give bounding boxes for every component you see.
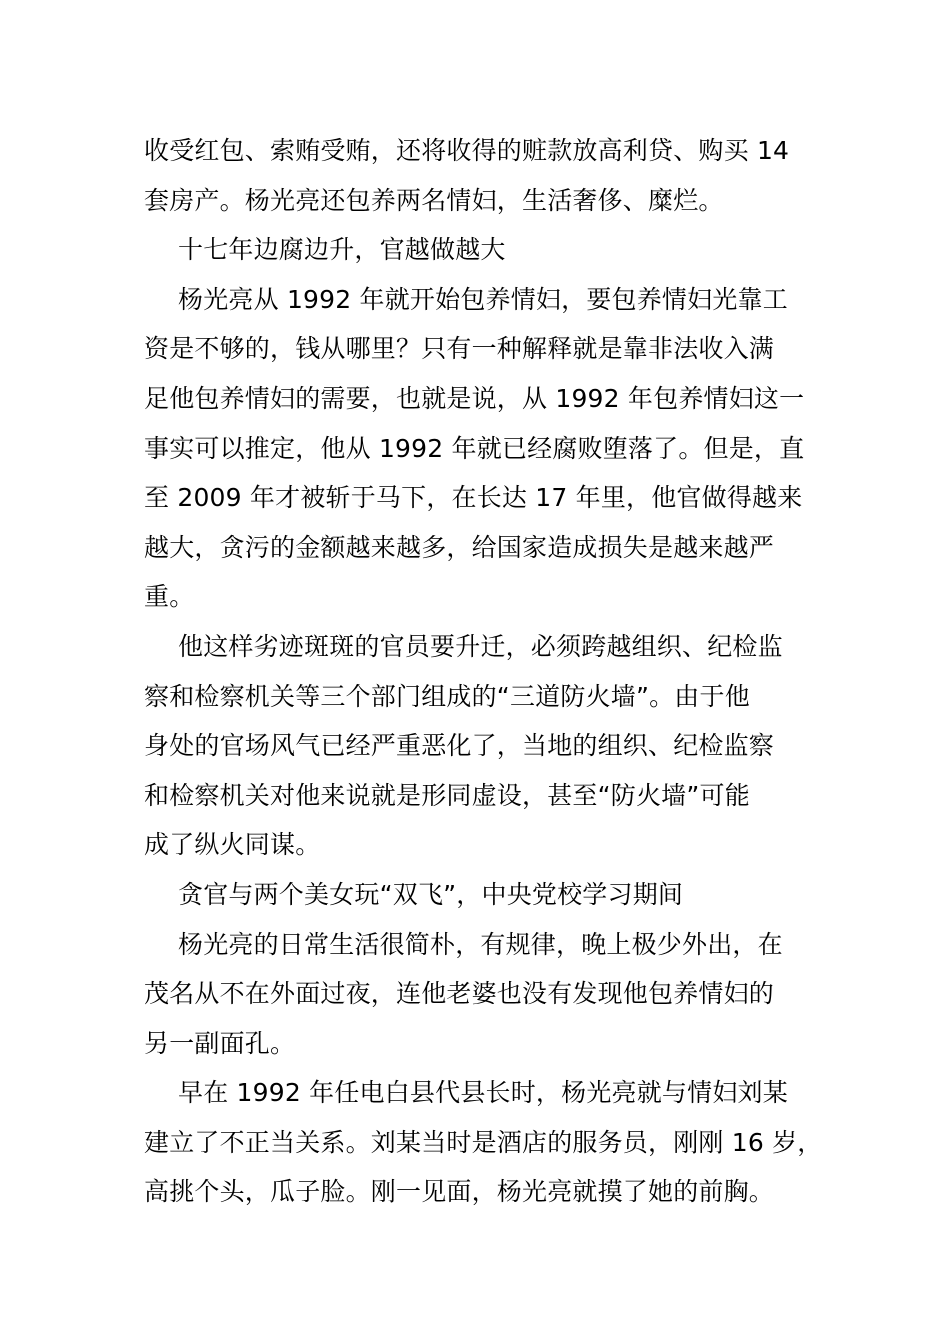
text-line: 身处的官场风气已经严重恶化了，当地的组织、纪检监察 (144, 731, 775, 761)
text-line: 资是不够的，钱从哪里？只有一种解释就是靠非法收入满 (144, 334, 775, 364)
text-line: 收受红包、索贿受贿，还将收得的赃款放高利贷、购买 14 (144, 136, 790, 165)
text-line: 越大，贪污的金额越来越多，给国家造成损失是越来越严 (144, 532, 775, 562)
text-line: 高挑个头，瓜子脸。刚一见面，杨光亮就摸了她的前胸。 (144, 1177, 775, 1207)
text-line: 建立了不正当关系。刘某当时是酒店的服务员，刚刚 16 岁， (144, 1127, 823, 1157)
text-line: 察和检察机关等三个部门组成的“三道防火墙”。由于他 (144, 681, 750, 711)
text-line: 事实可以推定，他从 1992 年就已经腐败堕落了。但是，直 (144, 433, 805, 463)
text-line: 足他包养情妇的需要，也就是说，从 1992 年包养情妇这一 (144, 383, 805, 413)
text-line: 至 2009 年才被斩于马下，在长达 17 年里，他官做得越来 (144, 483, 803, 513)
section-heading: 十七年边腐边升，官越做越大 (178, 235, 506, 265)
text-line: 套房产。杨光亮还包养两名情妇，生活奢侈、糜烂。 (144, 185, 724, 215)
text-line: 茂名从不在外面过夜，连他老婆也没有发现他包养情妇的 (144, 979, 775, 1009)
text-line: 杨光亮从 1992 年就开始包养情妇，要包养情妇光靠工 (178, 284, 788, 314)
document-body (144, 126, 823, 1217)
text-line: 成了纵火同谋。 (144, 830, 321, 860)
text-line: 他这样劣迹斑斑的官员要升迁，必须跨越组织、纪检监 (178, 631, 783, 661)
text-line: 早在 1992 年任电白县代县长时，杨光亮就与情妇刘某 (178, 1078, 788, 1108)
text-line: 杨光亮的日常生活很简朴，有规律，晚上极少外出，在 (178, 929, 783, 959)
section-heading: 贪官与两个美女玩“双飞”，中央党校学习期间 (178, 879, 684, 909)
text-line: 另一副面孔。 (144, 1028, 296, 1058)
text-line: 重。 (144, 582, 195, 612)
text-line: 和检察机关对他来说就是形同虚设，甚至“防火墙”可能 (144, 780, 750, 810)
